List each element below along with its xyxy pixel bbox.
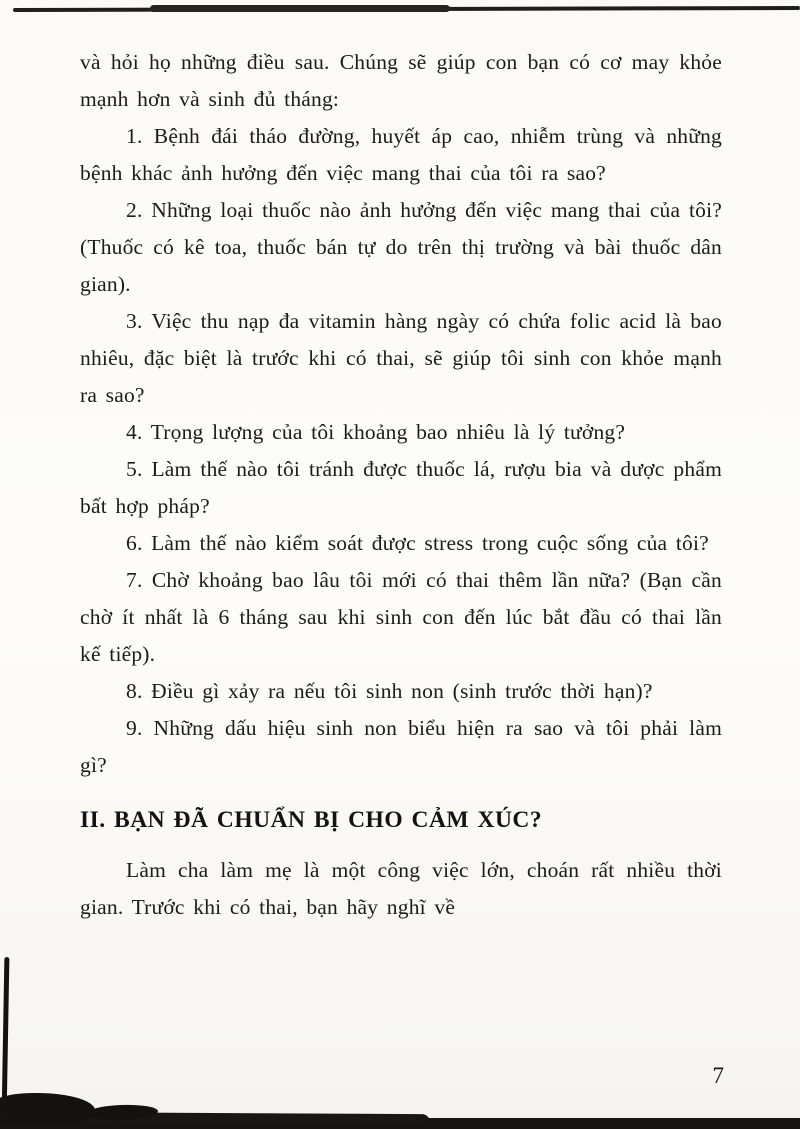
question-item-8: 8. Điều gì xảy ra nếu tôi sinh non (sinh trước thời hạn)? [126, 679, 653, 703]
question-item-4: 4. Trọng lượng của tôi khoảng bao nhiêu là lý tưởng? [126, 420, 626, 444]
question-item-6: 6. Làm thế nào kiểm soát được stress trong cuộc sống của tôi? [126, 531, 709, 555]
question-item-5: 5. Làm thế nào tôi tránh được thuốc lá, rượu bia và dược phẩm bất hợp pháp? [80, 457, 722, 518]
text-column [80, 44, 722, 926]
scan-artifact-blob-left [0, 1093, 95, 1125]
scan-artifact-top-edge-thick [150, 5, 450, 12]
closing-paragraph: Làm cha làm mẹ là một công việc lớn, choán rất nhiều thời gian. Trước khi có thai, bạn hãy nghĩ về [80, 858, 722, 919]
question-item-2: 2. Những loại thuốc nào ảnh hưởng đến việc mang thai của tôi? (Thuốc có kê toa, thuốc bán tự do trên thị trường và bài thuốc dân gian). [80, 198, 722, 296]
section-heading: II. BẠN ĐÃ CHUẨN BỊ CHO CẢM XÚC? [80, 807, 543, 833]
question-item-3: 3. Việc thu nạp đa vitamin hàng ngày có chứa folic acid là bao nhiêu, đặc biệt là trước khi có thai, sẽ giúp tôi sinh con khỏe mạnh ra sao? [80, 309, 722, 407]
intro-paragraph: và hỏi họ những điều sau. Chúng sẽ giúp con bạn có cơ may khỏe mạnh hơn và sinh đủ tháng: [80, 50, 722, 111]
scan-artifact-left-edge [2, 957, 10, 1117]
question-item-7: 7. Chờ khoảng bao lâu tôi mới có thai thêm lần nữa? (Bạn cần chờ ít nhất là 6 tháng sau khi sinh con đến lúc bắt đầu có thai lần kế tiếp). [80, 568, 722, 666]
question-item-9: 9. Những dấu hiệu sinh non biểu hiện ra sao và tôi phải làm gì? [80, 716, 722, 777]
page-number: 7 [712, 1063, 724, 1088]
question-item-1: 1. Bệnh đái tháo đường, huyết áp cao, nhiễm trùng và những bệnh khác ảnh hưởng đến việc mang thai của tôi ra sao? [80, 124, 722, 185]
